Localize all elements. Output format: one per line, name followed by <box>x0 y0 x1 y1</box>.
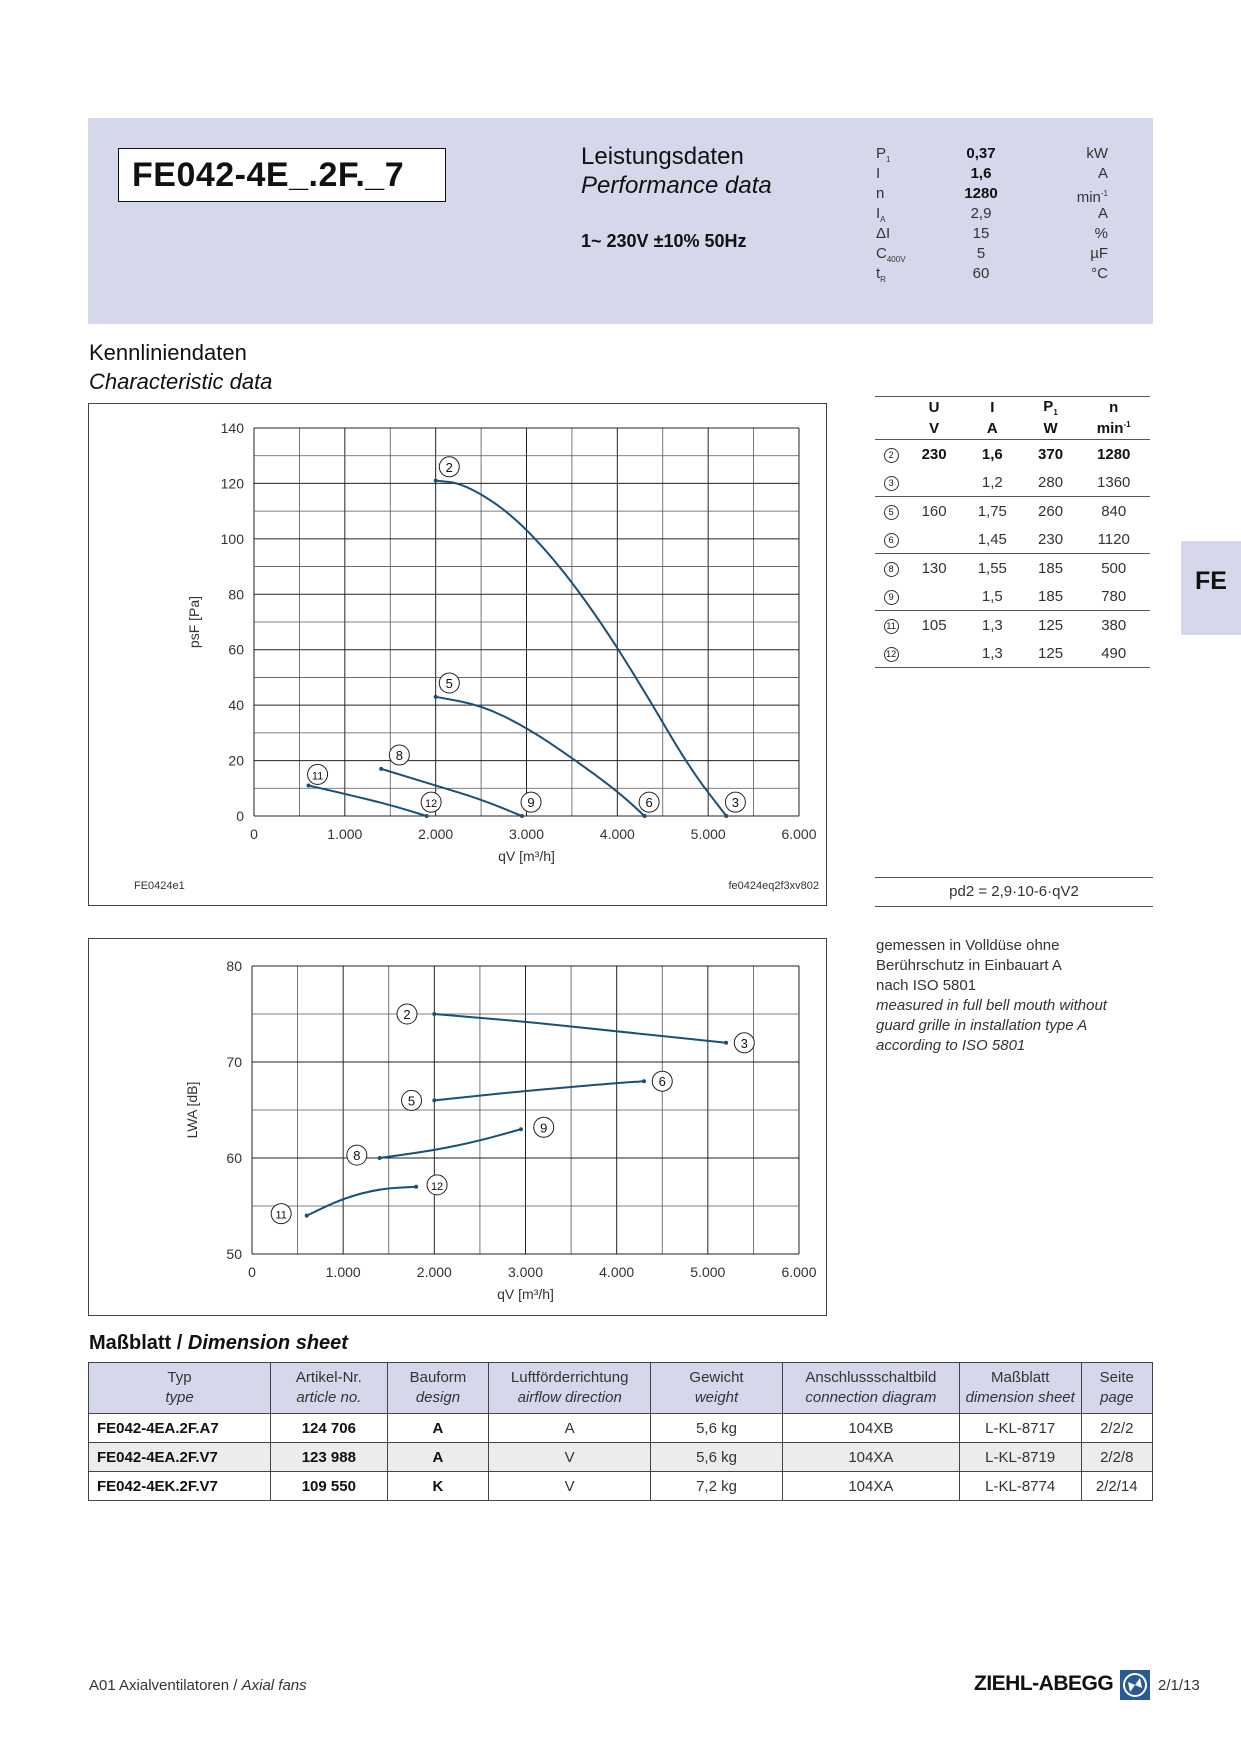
dimension-cell: FE042-4EA.2F.A7 <box>89 1414 271 1443</box>
dimension-header-de: Typ <box>167 1369 192 1386</box>
x-tick-label: 0 <box>248 1264 256 1280</box>
dimension-row <box>89 1443 1153 1472</box>
op-cell: 500 <box>1077 554 1150 583</box>
performance-specs <box>876 144 1108 284</box>
sound-chart-svg <box>89 939 826 1315</box>
op-cell: 260 <box>1024 497 1078 526</box>
brand-logo-icon <box>1120 1670 1150 1700</box>
series-line <box>307 1187 416 1216</box>
spec-unit: A <box>1097 205 1108 222</box>
chart-footnote-left: FE0424e1 <box>134 880 185 892</box>
page-number: 2/1/13 <box>1158 1677 1200 1694</box>
dimension-header <box>782 1363 959 1414</box>
y-tick-label: 20 <box>228 752 244 769</box>
y-tick-label: 60 <box>226 1150 242 1166</box>
spec-value: 1280 <box>964 185 998 202</box>
x-tick-label: 0 <box>250 826 258 842</box>
operating-point-label: 3 <box>740 1035 748 1051</box>
dimension-cell: FE042-4EA.2F.V7 <box>89 1443 271 1472</box>
op-cell: 370 <box>1038 445 1064 463</box>
y-tick-label: 40 <box>228 697 244 714</box>
series-start-point <box>378 1156 382 1160</box>
op-cell <box>907 582 961 611</box>
op-header <box>875 397 907 419</box>
operating-point-label: 12 <box>430 1180 444 1193</box>
op-row <box>875 497 1150 526</box>
series-end-point <box>414 1185 418 1189</box>
supply-voltage: 1~ 230V ±10% 50Hz <box>581 231 747 251</box>
spec-value: 5 <box>976 245 986 262</box>
dimension-row <box>89 1472 1153 1501</box>
spec-symbol: ΔI <box>876 225 891 242</box>
op-cell: 1,5 <box>981 587 1003 605</box>
op-point <box>875 554 907 583</box>
dimension-cell: 123 988 <box>271 1443 388 1472</box>
op-point <box>875 497 907 526</box>
series-start-point <box>305 1214 309 1218</box>
y-axis-label: psF [Pa] <box>186 595 202 649</box>
x-tick-label: 5.000 <box>690 826 726 842</box>
op-unit-header <box>875 418 907 440</box>
dimension-header-en: dimension sheet <box>965 1389 1075 1406</box>
dimension-cell: 5,6 kg <box>651 1414 783 1443</box>
y-tick-label: 0 <box>236 808 244 824</box>
dimension-header-de: Maßblatt <box>991 1369 1050 1386</box>
x-tick-label: 4.000 <box>599 1264 635 1280</box>
x-tick-label: 5.000 <box>690 1264 726 1280</box>
operating-point-label: 8 <box>395 748 403 764</box>
measure-de-1: gemessen in Volldüse ohne <box>876 937 1060 954</box>
operating-point-label: 3 <box>731 795 740 811</box>
op-cell: 280 <box>1038 473 1064 491</box>
spec-unit: % <box>1094 225 1108 242</box>
dimension-cell: K <box>387 1472 489 1501</box>
series-start-point <box>432 1098 436 1102</box>
operating-point-label: 2 <box>403 1007 411 1022</box>
operating-points-table <box>875 396 1150 668</box>
op-cell: 1,3 <box>961 611 1024 640</box>
dimension-cell: 2/2/2 <box>1081 1414 1152 1443</box>
chart-footnote-right: fe0424eq2f3xv802 <box>728 880 819 892</box>
dimension-cell: A <box>489 1414 651 1443</box>
dimension-table <box>88 1362 1153 1501</box>
y-tick-label: 140 <box>220 420 244 436</box>
dimension-header-en: type <box>165 1389 194 1406</box>
op-point-marker: 12 <box>884 647 899 662</box>
dimension-cell: FE042-4EK.2F.V7 <box>89 1472 271 1501</box>
measurement-note <box>876 936 1156 1056</box>
op-cell: 1,75 <box>961 497 1024 526</box>
dimension-cell: V <box>489 1472 651 1501</box>
x-axis-label: qV [m³/h] <box>498 848 555 864</box>
y-tick-label: 100 <box>220 530 244 547</box>
op-row <box>875 468 1150 497</box>
dimension-header-en: page <box>1100 1389 1134 1406</box>
op-point <box>875 525 907 554</box>
x-tick-label: 6.000 <box>781 1264 817 1280</box>
spec-unit-sup: -1 <box>1100 189 1108 198</box>
spec-row <box>876 184 1108 204</box>
dimension-row <box>89 1414 1153 1443</box>
footer-category-de: A01 Axialventilatoren / <box>89 1677 238 1694</box>
op-cell: 780 <box>1101 587 1127 605</box>
operating-point-label: 9 <box>540 1120 548 1136</box>
performance-title-en: Performance data <box>581 172 772 199</box>
op-point-marker: 11 <box>884 619 899 634</box>
dimension-title-en: Dimension sheet <box>187 1332 348 1354</box>
op-header: I <box>961 397 1024 419</box>
spec-symbol: $C_{400V}$ <box>876 245 906 264</box>
characteristic-title-de: Kennliniendaten <box>89 340 247 365</box>
spec-unit: kW <box>1086 145 1108 162</box>
dimension-cell: L-KL-8717 <box>959 1414 1081 1443</box>
operating-point-label: 6 <box>658 1074 666 1090</box>
op-unit-header: $\min^{-1}$ <box>1077 418 1150 440</box>
dimension-cell: L-KL-8719 <box>959 1443 1081 1472</box>
measure-en-3: according to ISO 5801 <box>876 1037 1026 1054</box>
op-cell: 1,6 <box>981 445 1003 463</box>
op-cell: 1,2 <box>981 473 1003 491</box>
series-line <box>434 1014 726 1043</box>
dimension-cell: 124 706 <box>271 1414 388 1443</box>
model-title: FE042-4E_.2F._7 <box>118 148 446 202</box>
op-cell <box>907 468 961 497</box>
dimension-header <box>651 1363 783 1414</box>
characteristic-title-en: Characteristic data <box>89 369 273 394</box>
series-end-point <box>724 1041 728 1045</box>
op-cell: 230 <box>1038 530 1064 548</box>
op-point-marker: 9 <box>884 590 899 605</box>
op-cell: 840 <box>1077 497 1150 526</box>
spec-unit: °C <box>1091 265 1108 282</box>
x-tick-label: 6.000 <box>781 826 817 842</box>
x-tick-label: 4.000 <box>599 826 635 842</box>
dimension-cell: V <box>489 1443 651 1472</box>
series-start-point <box>434 695 438 699</box>
op-point <box>875 639 907 668</box>
op-cell: 185 <box>1024 554 1078 583</box>
measure-de-3: nach ISO 5801 <box>876 977 977 994</box>
op-header: $P_1$ <box>1024 397 1078 419</box>
footer-category-en: Axial fans <box>241 1677 307 1694</box>
pressure-chart <box>88 403 827 906</box>
op-point <box>875 468 907 497</box>
op-unit-header: A <box>961 418 1024 440</box>
dimension-cell: A <box>387 1414 489 1443</box>
spec-row <box>876 264 1108 284</box>
spec-row <box>876 144 1108 164</box>
op-unit-header: V <box>907 418 961 440</box>
op-header: n <box>1077 397 1150 419</box>
operating-point-label: 12 <box>425 798 438 811</box>
op-point <box>875 582 907 611</box>
op-cell: 1280 <box>1097 445 1131 463</box>
series-end-point <box>642 1079 646 1083</box>
dimension-cell: 7,2 kg <box>651 1472 783 1501</box>
series-start-point <box>307 784 311 788</box>
footer-category <box>89 1677 307 1694</box>
op-row <box>875 611 1150 640</box>
sound-chart <box>88 938 827 1316</box>
x-tick-label: 2.000 <box>418 826 454 842</box>
op-cell: 1360 <box>1097 473 1131 491</box>
op-header: U <box>907 397 961 419</box>
dimension-cell: A <box>387 1443 489 1472</box>
y-tick-label: 80 <box>228 586 244 603</box>
op-unit-sup: -1 <box>1123 420 1131 429</box>
op-cell: 1,3 <box>961 639 1024 668</box>
op-cell: 230 <box>921 445 947 463</box>
dimension-cell: 104XA <box>782 1443 959 1472</box>
measure-en-1: measured in full bell mouth without <box>876 997 1107 1014</box>
op-cell: 490 <box>1077 639 1150 668</box>
dimension-header-de: Gewicht <box>689 1369 744 1386</box>
spec-unit: A <box>1097 165 1108 182</box>
dimension-header-en: weight <box>694 1389 739 1406</box>
operating-point-label: 11 <box>275 1209 287 1222</box>
op-point-marker: 6 <box>884 533 899 548</box>
dimension-header <box>89 1363 271 1414</box>
spec-row <box>876 244 1108 264</box>
y-axis-label: LWA [dB] <box>184 1081 200 1139</box>
dimension-cell: 104XA <box>782 1472 959 1501</box>
op-row <box>875 554 1150 583</box>
performance-title-de: Leistungsdaten <box>581 143 744 170</box>
spec-symbol: n <box>876 185 885 202</box>
series-line <box>309 786 427 816</box>
y-tick-label: 70 <box>226 1054 242 1070</box>
op-row <box>875 440 1150 469</box>
op-cell <box>907 639 961 668</box>
dimension-header-en: airflow direction <box>517 1389 622 1406</box>
section-tab: FE <box>1181 541 1241 635</box>
series-start-point <box>379 767 383 771</box>
dimension-cell: L-KL-8774 <box>959 1472 1081 1501</box>
op-point-marker: 5 <box>884 505 899 520</box>
op-point <box>875 611 907 640</box>
spec-symbol: $t_R$ <box>876 265 886 284</box>
op-cell: 105 <box>907 611 961 640</box>
operating-point-label: 2 <box>445 459 453 475</box>
dynamic-pressure-formula <box>875 877 1153 907</box>
op-cell: 380 <box>1077 611 1150 640</box>
spec-symbol: $P_1$ <box>876 145 891 164</box>
series-start-point <box>434 479 438 483</box>
y-tick-label: 80 <box>226 958 242 974</box>
operating-point-label: 5 <box>407 1093 416 1109</box>
operating-point-label: 11 <box>311 770 324 783</box>
spec-value: 15 <box>972 225 990 242</box>
op-row <box>875 639 1150 668</box>
series-end-point <box>520 814 524 818</box>
series-end-point <box>643 814 647 818</box>
op-row <box>875 525 1150 554</box>
op-cell: 1,45 <box>977 530 1007 548</box>
dimension-cell: 5,6 kg <box>651 1443 783 1472</box>
x-tick-label: 1.000 <box>327 826 363 842</box>
spec-unit: $\min^{-1}$ <box>1076 189 1108 206</box>
dimension-title-de: Maßblatt / <box>89 1332 183 1354</box>
spec-symbol-sub: A <box>880 215 886 224</box>
y-tick-label: 50 <box>226 1246 242 1262</box>
spec-unit: µF <box>1090 245 1108 262</box>
op-point-marker: 3 <box>884 476 899 491</box>
op-unit-header: W <box>1024 418 1078 440</box>
op-cell <box>907 525 961 554</box>
x-tick-label: 1.000 <box>325 1264 361 1280</box>
formula-text: pd2 = 2,9·10-6·qV2 <box>949 883 1079 900</box>
op-cell: 185 <box>1038 587 1064 605</box>
spec-row <box>876 224 1108 244</box>
operating-point-label: 5 <box>445 675 453 691</box>
dimension-cell: 109 550 <box>271 1472 388 1501</box>
x-tick-label: 2.000 <box>416 1264 452 1280</box>
spec-row <box>876 164 1108 184</box>
series-start-point <box>432 1012 436 1016</box>
spec-value: 1,6 <box>970 165 992 182</box>
y-tick-label: 60 <box>228 641 244 658</box>
op-header-sub: 1 <box>1053 408 1058 417</box>
op-cell: 1,55 <box>961 554 1024 583</box>
dimension-cell: 2/2/8 <box>1081 1443 1152 1472</box>
operating-point-label: 8 <box>353 1148 361 1164</box>
brand-logo: ZIEHL-ABEGG <box>974 1672 1114 1695</box>
spec-symbol-sub: R <box>880 275 886 284</box>
dimension-header <box>959 1363 1081 1414</box>
spec-row <box>876 204 1108 224</box>
x-tick-label: 3.000 <box>507 1264 544 1280</box>
spec-symbol: I <box>876 165 881 182</box>
series-end-point <box>724 814 728 818</box>
x-axis-label: qV [m³/h] <box>497 1286 554 1302</box>
operating-point-label: 9 <box>527 795 535 811</box>
op-cell: 125 <box>1024 639 1078 668</box>
op-row <box>875 582 1150 611</box>
dimension-header-de: Bauform <box>409 1369 467 1386</box>
op-cell: 1120 <box>1097 530 1130 548</box>
series-end-point <box>425 814 429 818</box>
op-cell: 130 <box>907 554 961 583</box>
dimension-header-de: Artikel-Nr. <box>295 1369 362 1386</box>
spec-symbol-sub: 1 <box>886 155 891 164</box>
dimension-header-en: design <box>415 1389 461 1406</box>
dimension-header-de: Luftförderrichtung <box>510 1369 629 1386</box>
dimension-header <box>387 1363 489 1414</box>
dimension-header-en: connection diagram <box>805 1389 937 1406</box>
dimension-sheet-title <box>89 1332 348 1355</box>
measure-en-2: guard grille in installation type A <box>876 1017 1088 1034</box>
spec-symbol-sub: 400V <box>886 255 906 264</box>
series-line <box>380 1129 521 1158</box>
pressure-chart-svg <box>89 404 826 905</box>
dimension-header <box>489 1363 651 1414</box>
op-cell: 160 <box>907 497 961 526</box>
measure-de-2: Berührschutz in Einbauart A <box>876 957 1062 974</box>
spec-value: 60 <box>972 265 990 282</box>
series-end-point <box>519 1127 523 1131</box>
spec-value: 0,37 <box>966 145 996 162</box>
dimension-cell: 2/2/14 <box>1081 1472 1152 1501</box>
op-cell: 125 <box>1024 611 1078 640</box>
dimension-header-en: article no. <box>296 1389 362 1406</box>
op-point <box>875 440 907 469</box>
dimension-header <box>1081 1363 1152 1414</box>
op-point-marker: 2 <box>884 448 899 463</box>
y-tick-label: 120 <box>220 475 244 492</box>
dimension-header-de: Seite <box>1099 1369 1134 1386</box>
dimension-header <box>271 1363 388 1414</box>
spec-value: 2,9 <box>970 205 992 222</box>
op-point-marker: 8 <box>884 562 899 577</box>
spec-symbol: $I_A$ <box>876 205 886 224</box>
dimension-header-de: Anschlussschaltbild <box>805 1369 937 1386</box>
dimension-cell: 104XB <box>782 1414 959 1443</box>
operating-point-label: 6 <box>645 795 653 811</box>
series-line <box>434 1081 644 1100</box>
x-tick-label: 3.000 <box>508 826 545 842</box>
